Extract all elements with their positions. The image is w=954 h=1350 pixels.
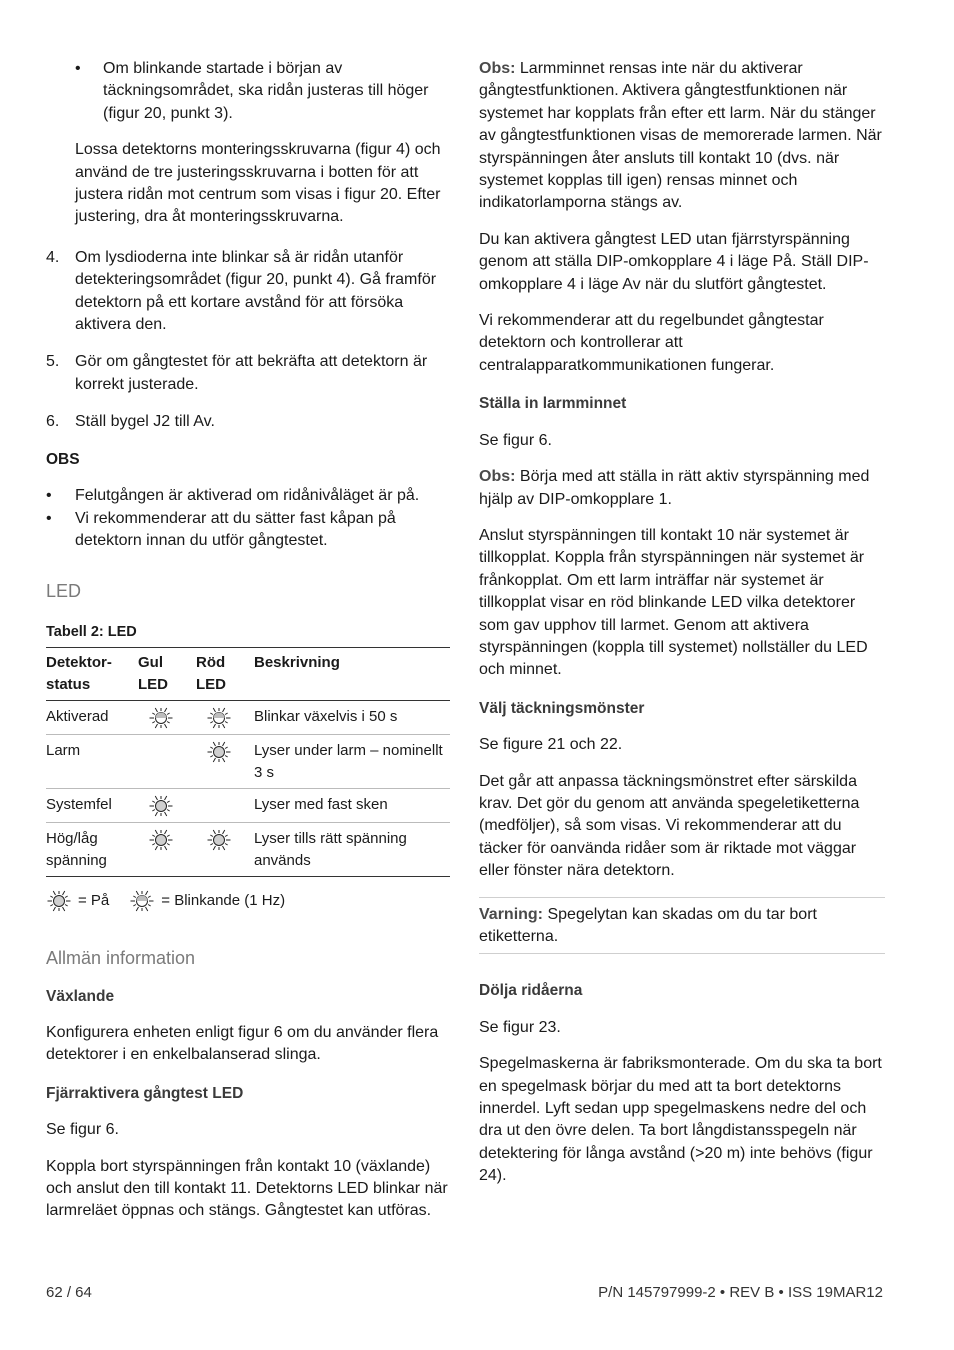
gul-led-cell [138,701,196,735]
step-number: 4. [46,248,60,266]
footer-part-number: P/N 145797999-2 • REV B • ISS 19MAR12 [598,1284,883,1301]
description-cell: Lyser tills rätt spänning används [254,823,450,877]
vaxlande-text: Konfigurera enheten enligt figur 6 om du använder flera detektorer i en enkelbalanserad slinga. [46,1023,439,1064]
fjarr-text: Koppla bort styrspänningen från kontakt 10 (växlande) och anslut den till kontakt 11. Detektorns LED blinkar när larmreläet öppnas och stängs. Gångtestet kan utföras. [46,1157,448,1220]
table-header-row [46,648,450,701]
warning-label: Varning: [479,905,544,923]
para-rek: Vi rekommenderar att du regelbundet gångtestar detektorn och kontrollerar att centralapparatkommunikationen fungerar. [479,312,824,374]
left-column [46,58,450,1237]
legend-on-text: = På [78,891,110,909]
led-heading: LED [46,581,82,602]
obs2-note [479,466,885,511]
table-caption: Tabell 2: LED [46,623,137,640]
gul-led-cell [138,823,196,877]
description-cell: Blinkar växelvis i 50 s [254,701,450,735]
tack-see: Se figure 21 och 22. [479,736,623,754]
dolja-heading: Dölja ridåerna [479,982,583,1000]
vaxlande-heading: Växlande [46,987,115,1005]
step-text: Om lysdioderna inte blinkar så är ridån utanför detekteringsområdet (figur 20, punkt 4). Gå framför detektorn på ett kortare avstånd för att försöka aktivera den. [75,248,437,334]
status-cell: Systemfel [46,789,138,823]
obs2-text: Börja med att ställa in rätt aktiv styrspänning med hjälp av DIP-omkopplare 1. [479,468,870,508]
led-on-icon [46,889,72,913]
bullet-mark: • [46,487,52,505]
dolja-text: Spegelmaskerna är fabriksmonterade. Om du ska ta bort en spegelmask börjar du med att ta bort detektorns innerdel. Lyft sedan upp spegelmaskens nedre del och dra ut den övre delen. Ta bort långdistansspegeln när detektering för långa avstånd (>20 m) inte behövs (figur 24). [479,1055,882,1185]
right-column [479,58,885,1202]
bullet-intro-text: Om blinkande startade i början av täckningsområdet, ska ridån justeras till höger (figur 20, punkt 3). [103,60,429,122]
obs2-label: Obs: [479,468,516,486]
description-cell: Lyser med fast sken [254,789,450,823]
obs1-text: Larmminnet rensas inte när du aktiverar gångtestfunktionen. Aktivera gångtestfunktionen när systemet har kopplats från efter ett larm. När du stänger av gångtestfunktionen visas de memorerade larmen. När styrspänningen åter ansluts till kontakt 10 (dvs. när systemet kopplas till igen) rensas minnet och indikatorlamporna stängs av. [479,60,882,212]
legend-blink-text: = Blinkande (1 Hz) [161,891,286,909]
description-cell: Lyser under larm – nominellt 3 s [254,735,450,789]
step-text: Ställ bygel J2 till Av. [75,413,215,431]
status-cell: Aktiverad [46,701,138,735]
warning-box [479,897,885,955]
col-header-gul: Gul LED [138,648,196,701]
table-body [46,701,450,877]
obs1-note [479,58,885,215]
table-row [46,735,450,789]
table-row [46,823,450,877]
warning-text: Spegelytan kan skadas om du tar bort etiketterna. [479,905,817,945]
step-4 [46,247,450,337]
obs-bullet [46,485,450,507]
footer-page: 62 / 64 [46,1284,92,1301]
fjarr-see: Se figur 6. [46,1121,119,1139]
obs-heading: OBS [46,450,80,468]
step-number: 5. [46,353,60,371]
rod-led-cell [196,701,254,735]
obs-bullet [46,508,450,553]
led-on-icon [206,740,232,764]
larm-heading: Ställa in larmminnet [479,395,627,413]
para-lossa: Lossa detektorns monteringsskruvarna (figur 4) och använd de tre justeringsskruvarna i botten för att justera ridån mot centrum som visas i figur 20. Efter justering, dra åt monteringsskruvarna. [75,141,441,226]
tack-heading: Välj täckningsmönster [479,699,645,717]
step-text: Gör om gångtestet för att bekräfta att detektorn är korrekt justerade. [75,353,428,393]
step-5 [46,351,450,396]
table-row [46,789,450,823]
col-header-rod: Röd LED [196,648,254,701]
obs-bullet-text: Felutgången är aktiverad om ridånivåläget är på. [75,487,420,505]
led-legend [46,889,450,913]
led-blink-icon [148,706,174,730]
led-blink-icon [206,706,232,730]
general-heading: Allmän information [46,948,196,969]
tack-text: Det går att anpassa täckningsmönstret efter särskilda krav. Det gör du genom att använda spegeletiketterna (medföljer), så som visas. Vi rekommenderar att du täcker för oanvända ridåer som är riktade mot väggar eller fönster nära detektorn. [479,772,860,880]
gul-led-cell [138,789,196,823]
obs-bullet-text: Vi rekommenderar att du sätter fast kåpan på detektorn innan du utför gångtestet. [75,509,396,549]
step-number: 6. [46,413,60,431]
rod-led-cell [196,735,254,789]
col-header-desc: Beskrivning [254,648,450,701]
dolja-see: Se figur 23. [479,1018,561,1036]
fjarr-heading: Fjärraktivera gångtest LED [46,1084,244,1102]
led-on-icon [148,828,174,852]
bullet-mark: • [46,509,52,527]
led-on-icon [148,794,174,818]
step-6 [46,411,450,433]
bullet-mark: • [75,60,81,77]
rod-led-cell [196,823,254,877]
para-dip: Du kan aktivera gångtest LED utan fjärrstyrspänning genom att ställa DIP-omkopplare 4 i läge På. Ställ DIP-omkopplare 4 i läge Av när du slutfört gångtestet. [479,230,869,293]
larm-text: Anslut styrspänningen till kontakt 10 när systemet är tillkopplat. Koppla från styrspänningen när systemet är frånkopplat. Om ett larm inträffar när systemet är tillkopplat visar en röd blinkande LED vilka detektorer som gav upphov till larmet. Genom att aktivera styrspänningen (koppla till systemet) nollställer du LED och minnet. [479,526,868,679]
bullet-intro [75,58,450,125]
col-header-status: Detektor-status [46,648,138,701]
rod-led-cell [196,789,254,823]
status-cell: Larm [46,735,138,789]
led-on-icon [206,828,232,852]
obs1-label: Obs: [479,60,516,77]
gul-led-cell [138,735,196,789]
larm-see: Se figur 6. [479,431,552,449]
led-blink-icon [129,889,155,913]
status-cell: Hög/låg spänning [46,823,138,877]
table-row [46,701,450,735]
led-table [46,647,450,877]
